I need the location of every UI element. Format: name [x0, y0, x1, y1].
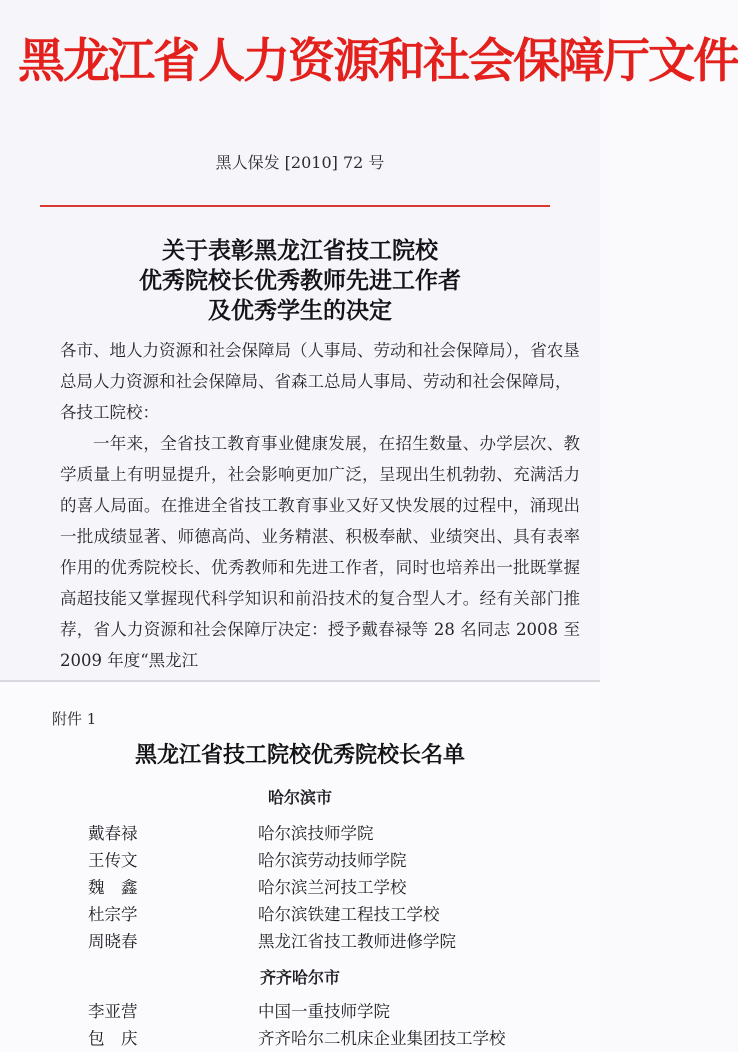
list-item — [0, 820, 600, 844]
person-name: 王传文 — [88, 851, 138, 870]
list-item — [0, 998, 600, 1022]
school-name: 哈尔滨技师学院 — [258, 824, 374, 843]
school-name: 黑龙江省技工教师进修学院 — [258, 932, 456, 951]
school-name: 哈尔滨铁建工程技工学校 — [258, 905, 440, 924]
person-name: 戴春禄 — [88, 824, 138, 843]
decision-title-line-1: 关于表彰黑龙江省技工院校 — [162, 237, 438, 264]
city-heading-qiqihar: 齐齐哈尔市 — [259, 968, 340, 987]
person-name: 包 庆 — [88, 1029, 138, 1048]
person-name: 李亚营 — [88, 1002, 138, 1021]
person-name: 魏 鑫 — [88, 878, 138, 897]
addressee-paragraph: 各市、地人力资源和社会保障局（人事局、劳动和社会保障局），省农垦总局人力资源和社会保障局、省森工总局人事局、劳动和社会保障局，各技工院校： — [60, 341, 580, 422]
city-heading-harbin: 哈尔滨市 — [267, 788, 332, 807]
list-item — [0, 928, 600, 952]
list-item — [0, 874, 600, 898]
masthead-title: 黑龙江省人力资源和社会保障厅文件 — [18, 34, 738, 89]
document-number: 黑人保发 [2010] 72 号 — [215, 153, 385, 172]
person-name: 杜宗学 — [88, 905, 138, 924]
school-name: 哈尔滨劳动技师学院 — [258, 851, 407, 870]
attachment-label: 附件 1 — [52, 710, 97, 728]
school-name: 齐齐哈尔二机床企业集团技工学校 — [258, 1029, 506, 1048]
red-divider-rule — [40, 205, 550, 207]
list-title: 黑龙江省技工院校优秀院校长名单 — [134, 742, 465, 768]
list-item — [0, 847, 600, 871]
school-name: 哈尔滨兰河技工学校 — [258, 878, 407, 897]
list-item — [0, 901, 600, 925]
body-paragraph: 一年来，全省技工教育事业健康发展，在招生数量、办学层次、教学质量上有明显提升，社会影响更加广泛，呈现出生机勃勃、充满活力的喜人局面。在推进全省技工教育事业又好又快发展的过程中，涌现出一批成绩显著、师德高尚、业务精湛、积极奉献、业绩突出、具有表率作用的优秀院校长、优秀教师和先进工作者，同时也培养出一批既掌握高超技能又掌握现代科学知识和前沿技术的复合型人才。经有关部门推荐，省人力资源和社会保障厅决定：授予戴春禄等 28 名同志 2008 至 2009 年度“黑龙江 — [60, 434, 580, 670]
decision-title-line-3: 及优秀学生的决定 — [208, 297, 392, 324]
school-name: 中国一重技师学院 — [258, 1002, 390, 1021]
person-name: 周晓春 — [88, 932, 138, 951]
list-item — [0, 1025, 600, 1049]
decision-title-line-2: 优秀院校长优秀教师先进工作者 — [139, 267, 461, 294]
